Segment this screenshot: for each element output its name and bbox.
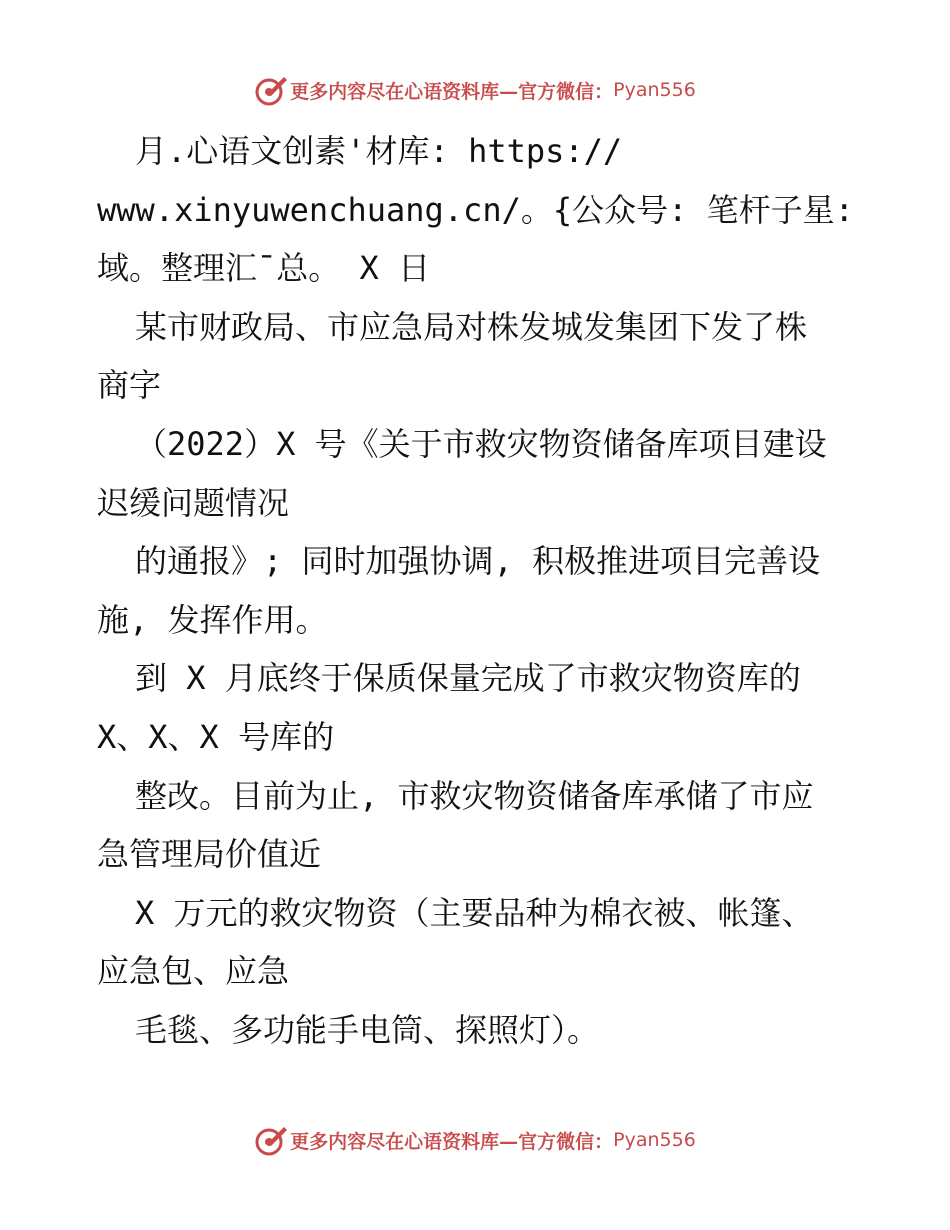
text-line: 商字 [97,366,162,405]
text-line: 域。整理汇¯总。 X 日 [97,249,431,288]
text-line: 的通报》; 同时加强协调, 积极推进项目完善设 [135,542,821,581]
text-line: X 万元的救灾物资（主要品种为棉衣被、帐篷、 [135,893,814,932]
footer-banner-text: 更多内容尽在心语资料库—官方微信： [290,1130,614,1153]
text-line: X、X、X 号库的 [97,717,335,756]
text-line: 毛毯、多功能手电筒、探照灯）。 [135,1010,600,1049]
text-line: 某市财政局、市应急局对株发城发集团下发了株 [135,307,808,346]
text-line: 月.心语文创素'材库: https:// [135,132,623,170]
text-line: 到 X 月底终于保质保量完成了市救灾物资库的 [135,659,801,698]
text-line: （2022）X 号《关于市救灾物资储备库项目建设 [135,424,827,463]
text-line: 应急包、应急 [97,952,290,991]
header-banner-wechat-id: Pyan556 [613,79,696,101]
text-line: 迟缓问题情况 [97,483,290,522]
text-line: 施, 发挥作用。 [97,600,328,639]
document-body [97,122,857,1060]
text-line: 急管理局价值近 [97,835,322,874]
text-line: 整改。目前为止, 市救灾物资储备库承储了市应 [135,776,814,815]
footer-banner [0,1120,950,1160]
text-line: www.xinyuwenchuang.cn/。{公众号: 笔杆子星: [97,190,854,229]
pen-circle-logo-icon [254,73,288,107]
header-banner [0,70,950,110]
footer-banner-wechat-id: Pyan556 [613,1129,696,1151]
header-banner-text: 更多内容尽在心语资料库—官方微信： [290,80,614,103]
pen-circle-logo-icon [254,1123,288,1157]
